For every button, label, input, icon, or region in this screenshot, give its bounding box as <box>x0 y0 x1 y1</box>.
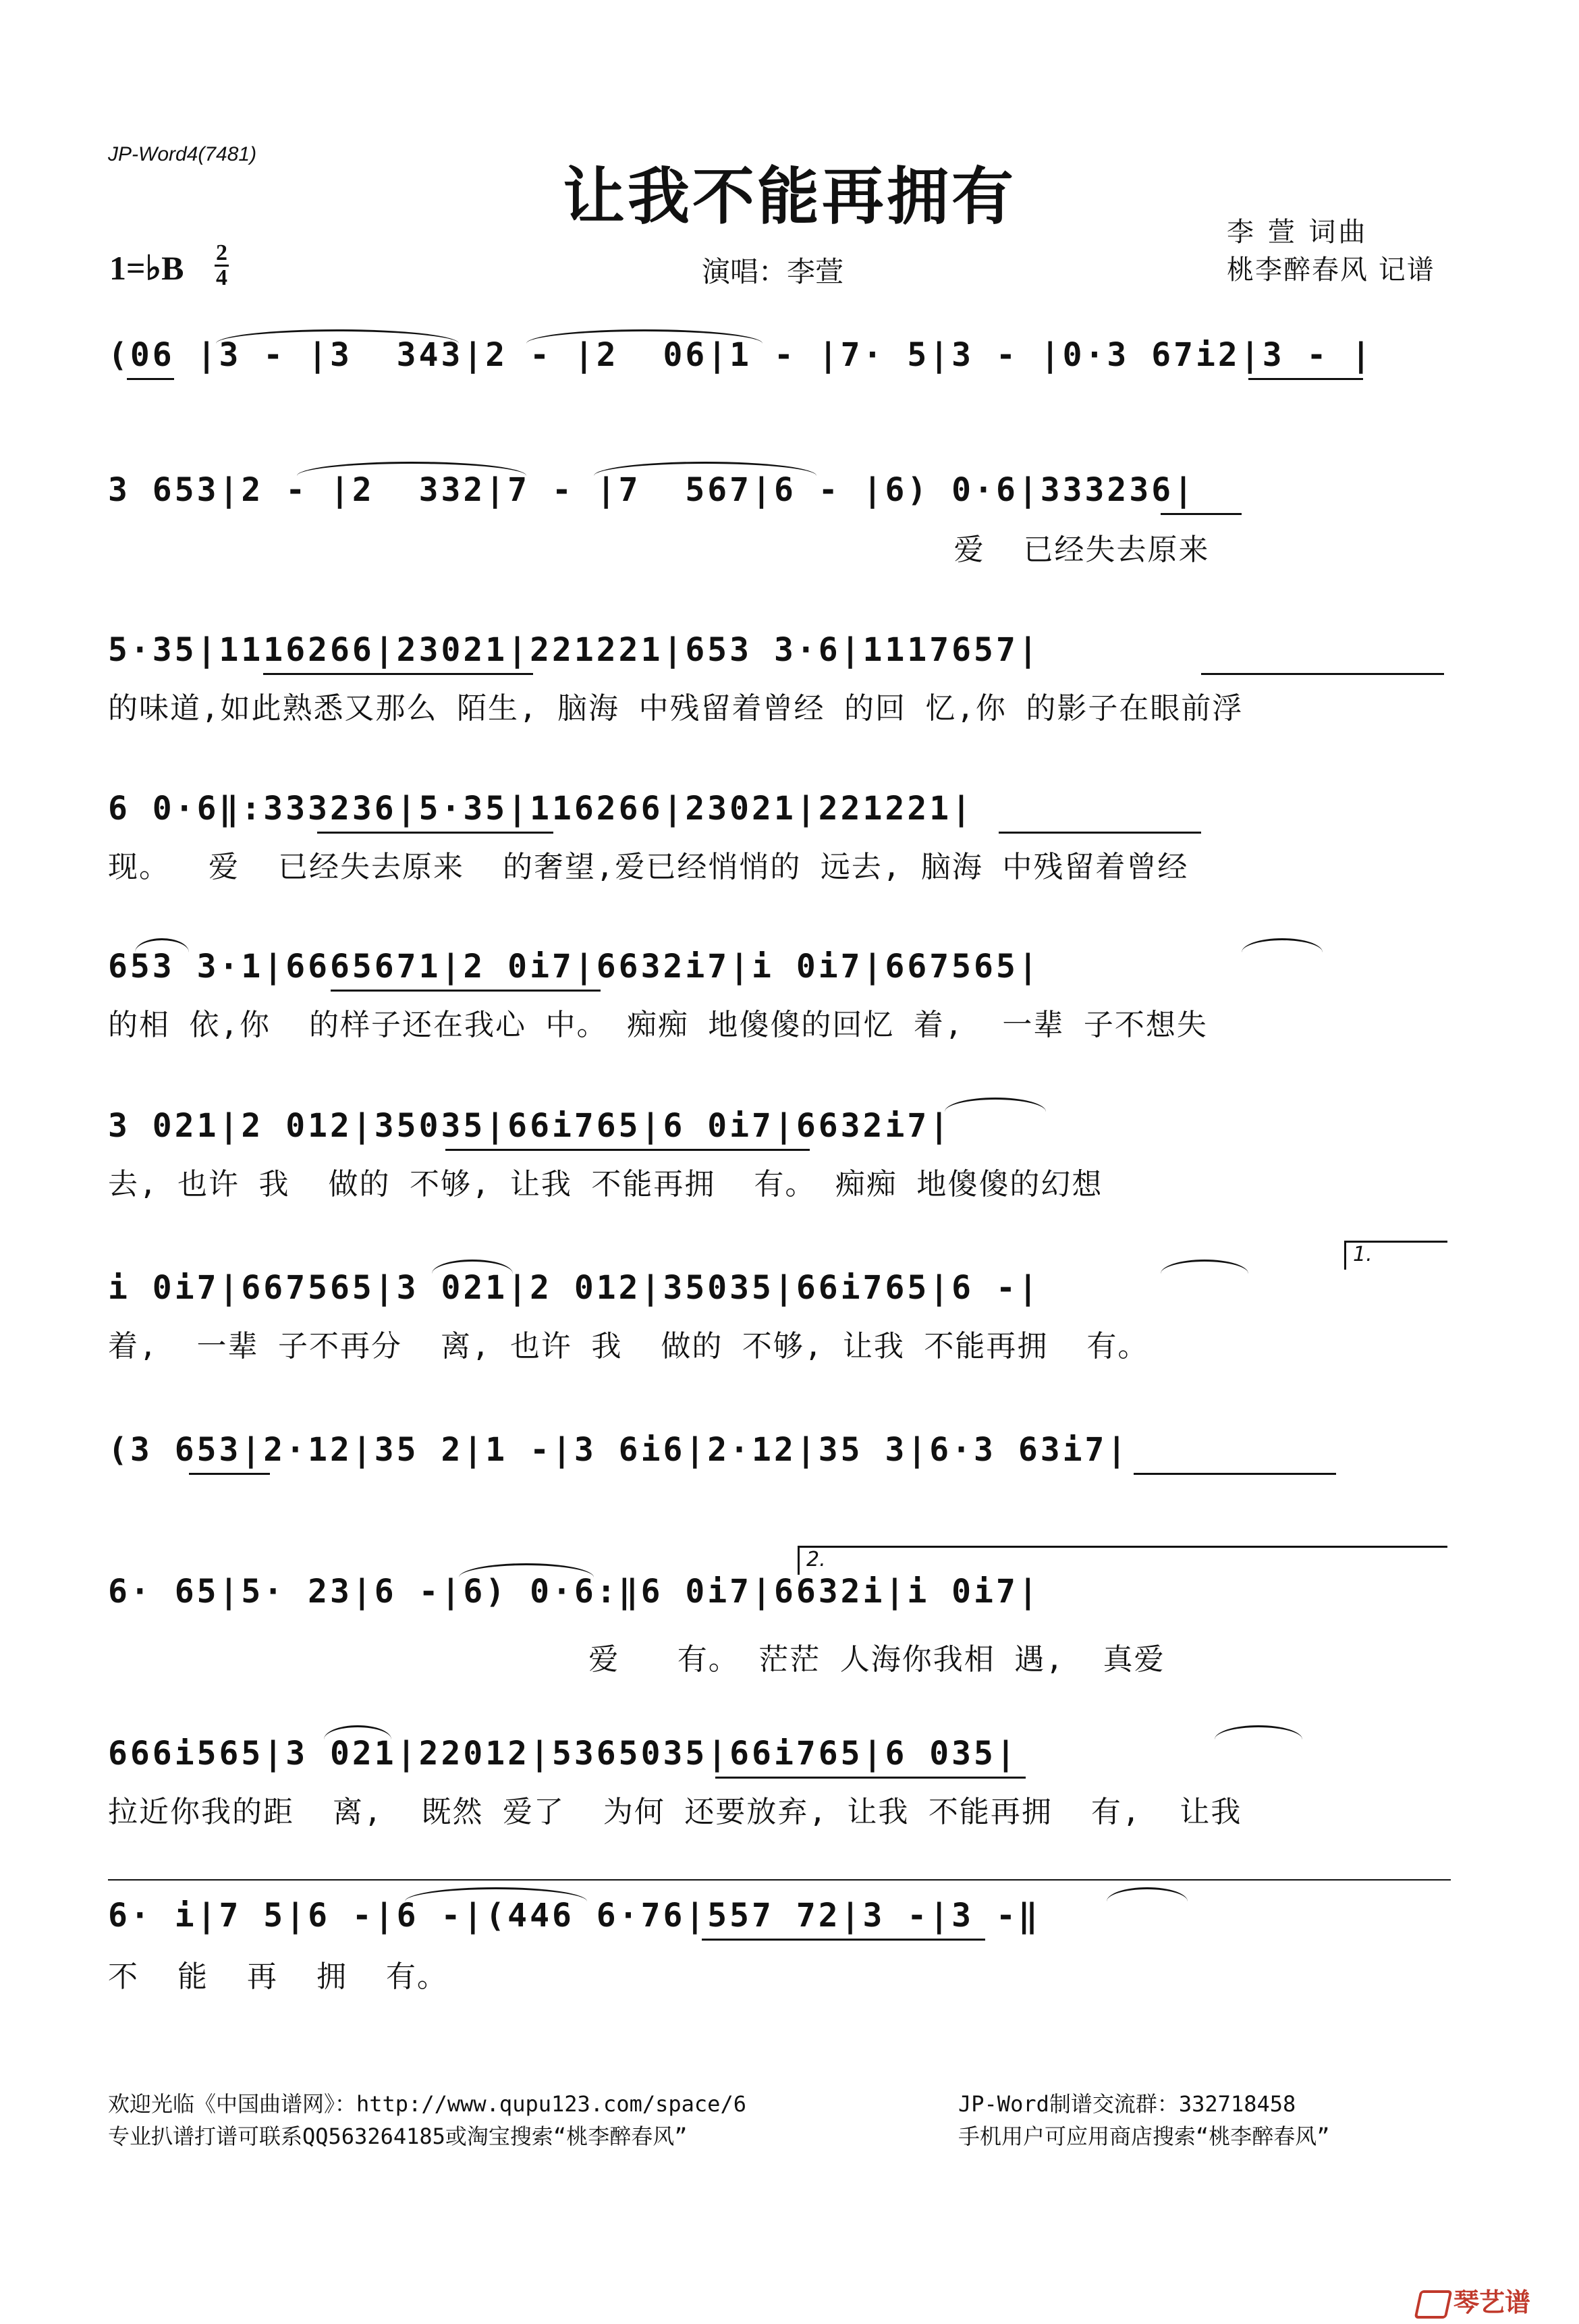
lyric-line: 爱 有。 茫茫 人海你我相 遇, 真爱 <box>108 1642 1165 1677</box>
time-signature-top: 2 <box>216 240 227 265</box>
composer-credit: 李 萱 词曲 <box>1227 217 1368 248</box>
brand-name: 琴艺谱 <box>1453 2288 1531 2317</box>
melody-line: 653 3·1|6665671|2 0i7|6632i7|i 0i7|667565| <box>108 948 1041 985</box>
lyric-line: 现。 爱 已经失去原来 的奢望,爱已经悄悄的 远去, 脑海 中残留着曾经 <box>108 850 1189 884</box>
transcriber-credit: 桃李醉春风 记谱 <box>1227 254 1435 286</box>
footer-contact: 专业扒谱打谱可联系QQ563264185或淘宝搜索“桃李醉春风” <box>108 2124 688 2149</box>
lyric-line: 拉近你我的距 离, 既然 爱了 为何 还要放弃, 让我 不能再拥 有, 让我 <box>108 1795 1242 1829</box>
lyric-line: 的味道,如此熟悉又那么 陌生, 脑海 中残留着曾经 的回 忆,你 的影子在眼前浮 <box>108 691 1244 726</box>
software-version: JP-Word4(7481) <box>108 143 257 165</box>
melody-line: 3 021|2 012|35035|66i765|6 0i7|6632i7| <box>108 1107 952 1145</box>
melody-line: (3 653|2·12|35 2|1 -|3 6i6|2·12|35 3|6·3 63i7| <box>108 1431 1130 1469</box>
melody-line: 3 653|2 - |2 332|7 - |7 567|6 - |6) 0·6|333236| <box>108 471 1196 509</box>
key-signature: 1=♭B <box>109 249 184 287</box>
lyric-line: 不 能 再 拥 有。 <box>108 1960 448 1994</box>
singer-credit: 演唱：李萱 <box>702 255 844 288</box>
lyric-line: 着, 一辈 子不再分 离, 也许 我 做的 不够, 让我 不能再拥 有。 <box>108 1329 1149 1363</box>
footer-group: JP-Word制谱交流群：332718458 <box>958 2091 1296 2117</box>
melody-line: 5·35|1116266|23021|221221|653 3·6|1117657| <box>108 631 1041 669</box>
melody-line: (06 |3 - |3 343|2 - |2 06|1 - |7· 5|3 - |0·3 67i2|3 - | <box>108 336 1374 374</box>
lyric-line: 的相 依,你 的样子还在我心 中。 痴痴 地傻傻的回忆 着, 一辈 子不想失 <box>108 1008 1208 1042</box>
footer-app-note: 手机用户可应用商店搜索“桃李醉春风” <box>958 2124 1330 2149</box>
song-title: 让我不能再拥有 <box>562 161 1016 233</box>
melody-line: 6· i|7 5|6 -|6 -|(446 6·76|557 72|3 -|3 -‖ <box>108 1897 1041 1935</box>
lyric-line: 爱 已经失去原来 <box>108 533 1210 567</box>
time-signature-bottom: 4 <box>216 265 227 290</box>
brand-logo <box>1417 2281 1530 2319</box>
volta-first-ending: 1. <box>1344 1241 1447 1270</box>
melody-line: 6· 65|5· 23|6 -|6) 0·6:‖6 0i7|6632i|i 0i7| <box>108 1573 1041 1611</box>
footer-website: 欢迎光临《中国曲谱网》：http://www.qupu123.com/space/6 <box>108 2091 746 2117</box>
time-signature <box>215 242 229 290</box>
melody-line: 6 0·6‖:333236|5·35|116266|23021|221221| <box>108 790 974 828</box>
qin-logo-icon <box>1414 2290 1453 2319</box>
lyric-line: 去, 也许 我 做的 不够, 让我 不能再拥 有。 痴痴 地傻傻的幻想 <box>108 1167 1103 1201</box>
melody-line: 666i565|3 021|22012|5365035|66i765|6 035| <box>108 1735 1018 1773</box>
melody-line: i 0i7|667565|3 021|2 012|35035|66i765|6 -| <box>108 1269 1041 1307</box>
volta-second-ending: 2. <box>798 1546 1447 1575</box>
